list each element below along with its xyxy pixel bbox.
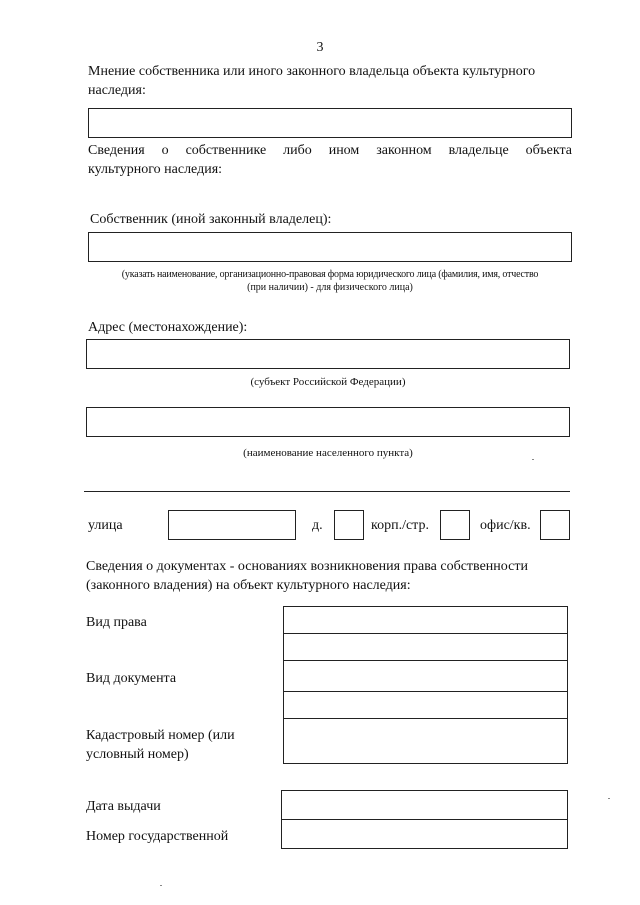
cadastral-input-box[interactable] xyxy=(283,718,568,764)
scan-speck xyxy=(532,459,534,460)
owner-hint-line1: (указать наименование, организационно-правовая форма юридического лица (фамилия, имя, отчество xyxy=(121,269,539,280)
documents-heading-line2: (законного владения) на объект культурного наследия: xyxy=(86,578,411,593)
owner-info-heading-line2: культурного наследия: xyxy=(88,162,223,177)
address-divider-line xyxy=(84,491,570,492)
right-type-input-box[interactable] xyxy=(283,606,568,634)
scan-speck-bottom xyxy=(160,885,162,886)
opinion-label-line2: наследия: xyxy=(88,83,146,98)
house-input-box[interactable] xyxy=(334,510,364,540)
street-input-box[interactable] xyxy=(168,510,296,540)
right-type-extra-box[interactable] xyxy=(283,633,568,661)
settlement-input-box[interactable] xyxy=(86,407,570,437)
opinion-input-box[interactable] xyxy=(88,108,572,138)
page-number: 3 xyxy=(316,40,324,55)
region-caption: (субъект Российской Федерации) xyxy=(250,376,406,388)
document-type-input-box[interactable] xyxy=(283,660,568,692)
document-type-extra-box[interactable] xyxy=(283,691,568,719)
settlement-caption: (наименование населенного пункта) xyxy=(243,447,413,459)
right-type-label: Вид права xyxy=(86,615,147,630)
region-input-box[interactable] xyxy=(86,339,570,369)
cadastral-label-line2: условный номер) xyxy=(86,747,189,762)
owner-input-box[interactable] xyxy=(88,232,572,262)
owner-label: Собственник (иной законный владелец): xyxy=(90,212,332,227)
office-input-box[interactable] xyxy=(540,510,570,540)
issue-date-label: Дата выдачи xyxy=(86,799,161,814)
opinion-label-line1: Мнение собственника или иного законного владельца объекта культурного xyxy=(88,64,536,79)
issue-date-input-box[interactable] xyxy=(281,790,568,820)
building-input-box[interactable] xyxy=(440,510,470,540)
street-label: улица xyxy=(88,518,123,533)
office-label: офис/кв. xyxy=(480,518,531,533)
house-label: д. xyxy=(312,518,323,533)
state-number-input-box[interactable] xyxy=(281,819,568,849)
scan-speck-right xyxy=(608,798,610,799)
owner-info-heading-line1: Сведения о собственнике либо ином законном владельце объекта xyxy=(88,143,572,158)
address-label: Адрес (местонахождение): xyxy=(88,320,248,335)
documents-heading-line1: Сведения о документах - основаниях возникновения права собственности xyxy=(86,559,528,574)
document-type-label: Вид документа xyxy=(86,671,177,686)
building-label: корп./стр. xyxy=(371,518,429,533)
owner-hint-line2: (при наличии) - для физического лица) xyxy=(247,282,413,293)
state-number-label: Номер государственной xyxy=(86,829,229,844)
cadastral-label-line1: Кадастровый номер (или xyxy=(86,728,235,743)
